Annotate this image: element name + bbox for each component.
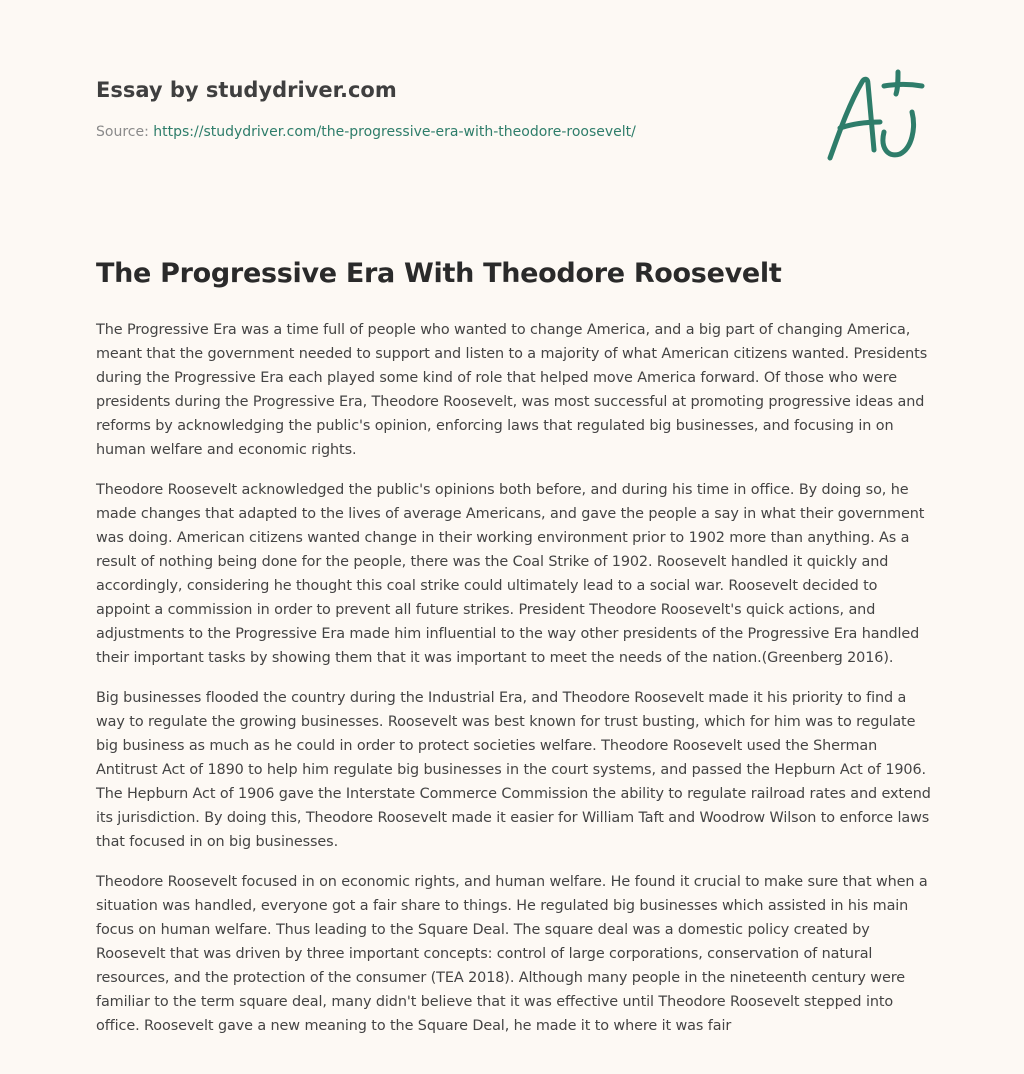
- source-line: [96, 122, 928, 142]
- source-link[interactable]: https://studydriver.com/the-progressive-era-with-theodore-roosevelt/: [153, 124, 636, 140]
- a-plus-logo-icon: [818, 66, 930, 168]
- article-paragraph: Big businesses flooded the country during the Industrial Era, and Theodore Roosevelt made it his priority to find a way to regulate the growing businesses. Roosevelt was best known for trust busting, which for him was to regulate big business as much as he could in order to protect societies welfare. Theodore Roosevelt used the Sherman Antitrust Act of 1890 to help him regulate big businesses in the court systems, and passed the Hepburn Act of 1906. The Hepburn Act of 1906 gave the Interstate Commerce Commission the ability to regulate railroad rates and extend its jurisdiction. By doing this, Theodore Roosevelt made it easier for William Taft and Woodrow Wilson to enforce laws that focused in on big businesses.: [96, 690, 931, 850]
- article: [96, 254, 932, 1054]
- article-paragraph: Theodore Roosevelt acknowledged the public's opinions both before, and during his time in office. By doing so, he made changes that adapted to the lives of average Americans, and gave the people a say in what their government was doing. American citizens wanted change in their working environment prior to 1902 more than anything. As a result of nothing being done for the people, there was the Coal Strike of 1902. Roosevelt handled it quickly and accordingly, considering he thought this coal strike could ultimately lead to a social war. Roosevelt decided to appoint a commission in order to prevent all future strikes. President Theodore Roosevelt's quick actions, and adjustments to the Progressive Era made him influential to the way other presidents of the Progressive Era handled their important tasks by showing them that it was important to meet the needs of the nation.(Greenberg 2016).: [96, 482, 925, 666]
- article-paragraph: The Progressive Era was a time full of people who wanted to change America, and a big part of changing America, meant that the government needed to support and listen to a majority of what American citizens wanted. Presidents during the Progressive Era each played some kind of role that helped move America forward. Of those who were presidents during the Progressive Era, Theodore Roosevelt, was most successful at promoting progressive ideas and reforms by acknowledging the public's opinion, enforcing laws that regulated big businesses, and focusing in on human welfare and economic rights.: [96, 322, 928, 458]
- page-header: [96, 76, 928, 142]
- site-title: Essay by studydriver.com: [96, 78, 397, 102]
- source-label: Source:: [96, 124, 154, 140]
- article-paragraph: Theodore Roosevelt focused in on economic rights, and human welfare. He found it crucial to make sure that when a situation was handled, everyone got a fair share to things. He regulated big businesses which assisted in his main focus on human welfare. Thus leading to the Square Deal. The square deal was a domestic policy created by Roosevelt that was driven by three important concepts: control of large corporations, conservation of natural resources, and the protection of the consumer (TEA 2018). Although many people in the nineteenth century were familiar to the term square deal, many didn't believe that it was effective until Theodore Roosevelt stepped into office. Roosevelt gave a new meaning to the Square Deal, he made it to where it was fair: [96, 874, 928, 1034]
- article-title: The Progressive Era With Theodore Roosevelt: [96, 258, 782, 289]
